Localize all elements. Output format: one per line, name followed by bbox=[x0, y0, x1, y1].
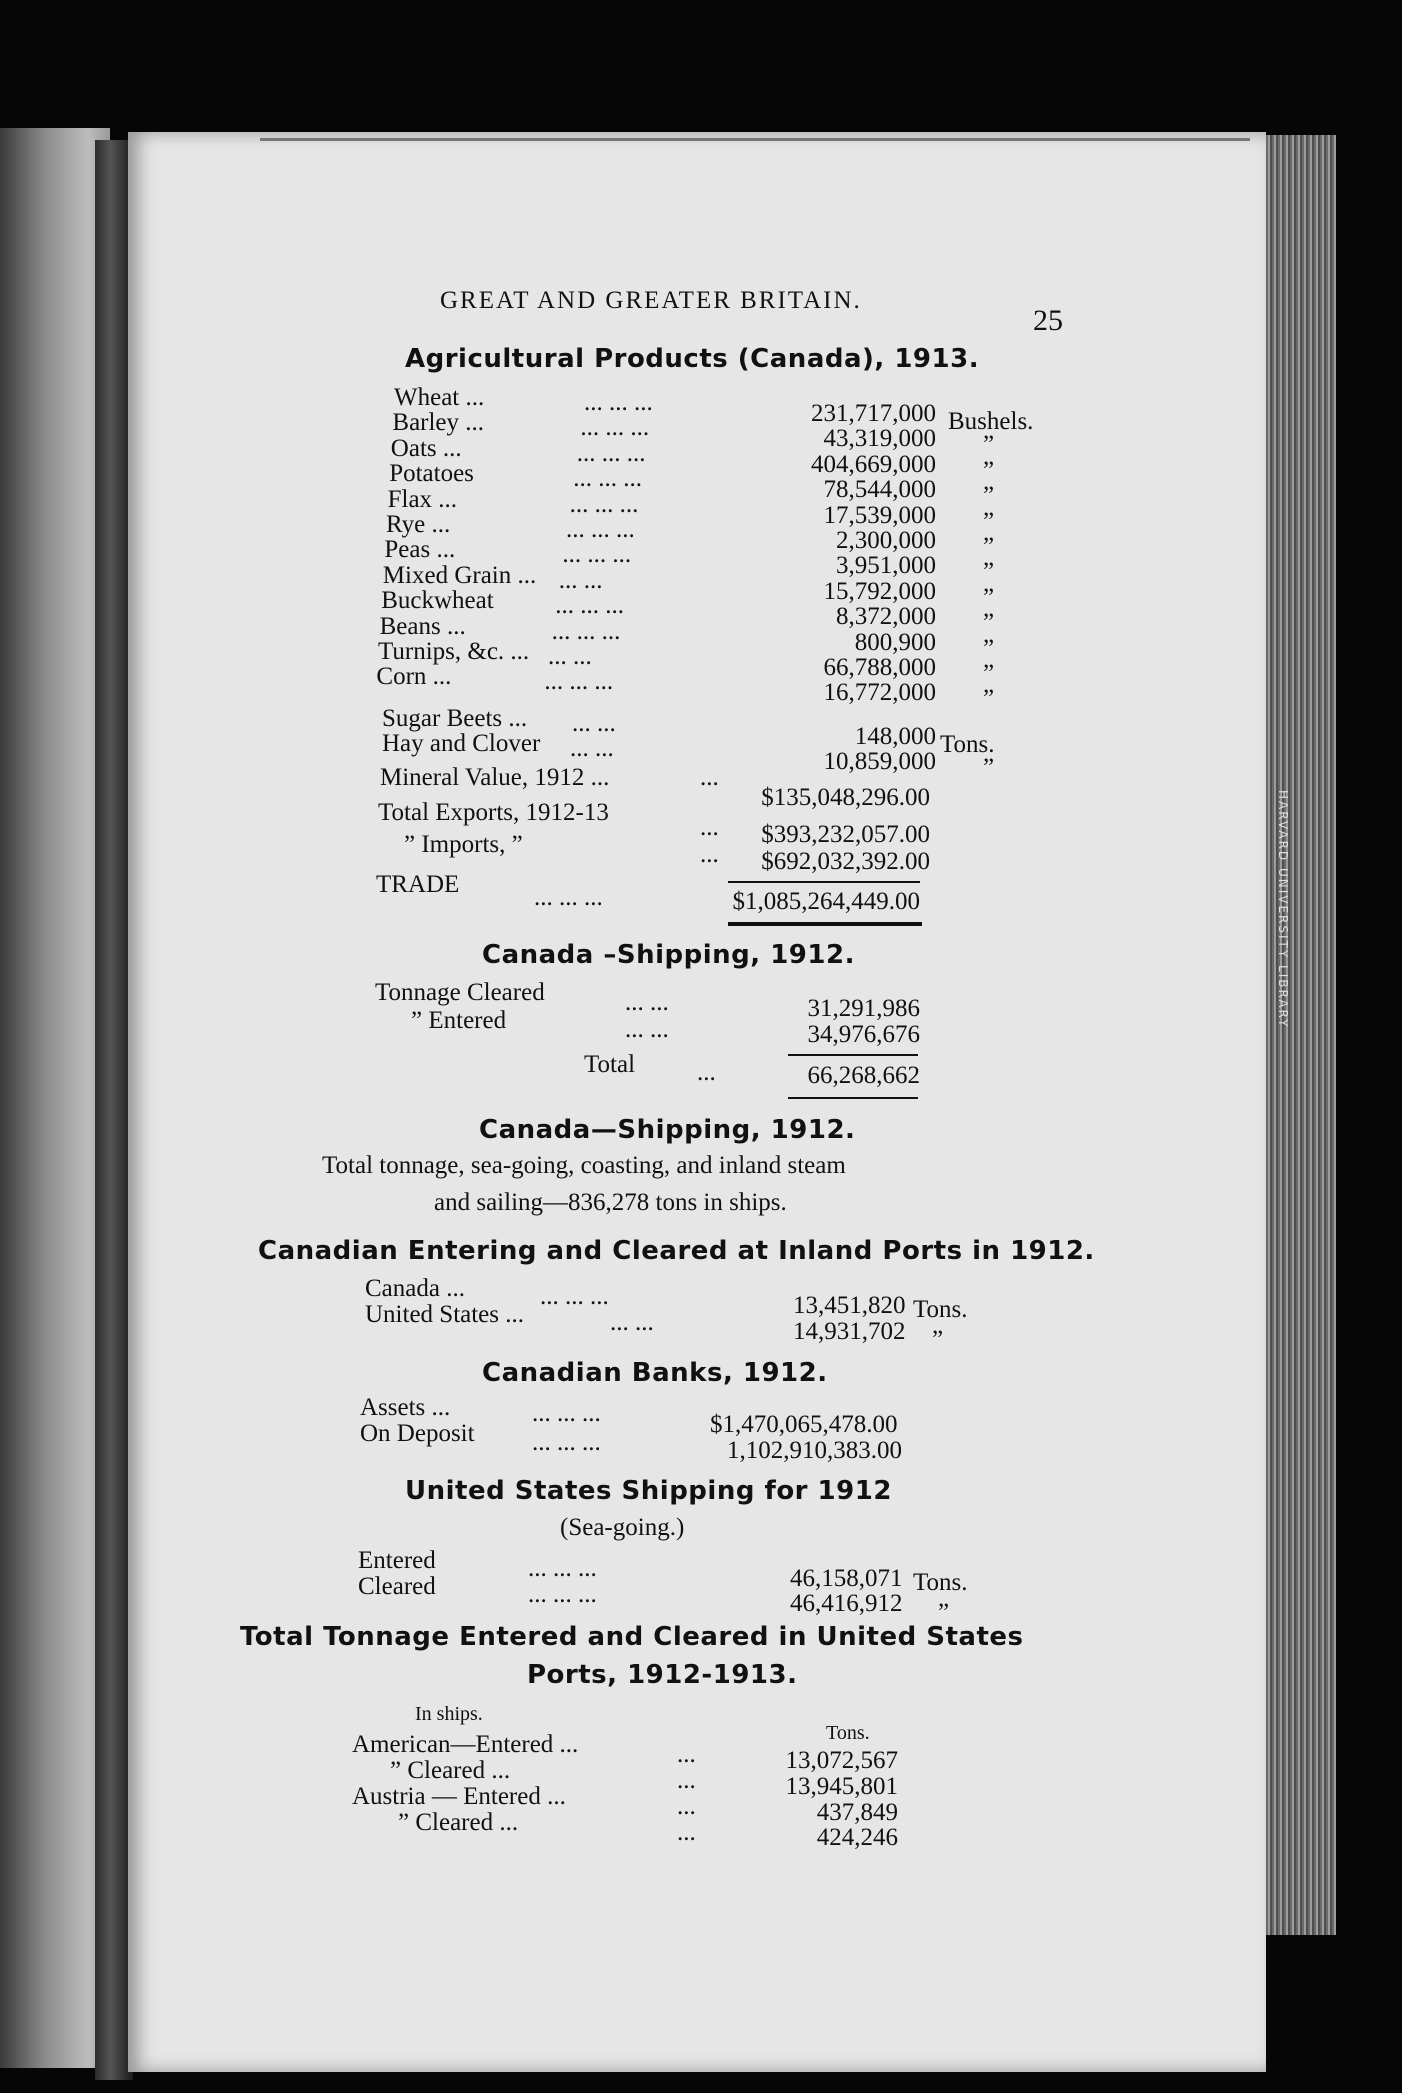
shipping1-row2-value: 34,976,676 bbox=[807, 1021, 920, 1048]
shipping1-row1-dots: ... ... bbox=[625, 989, 669, 1016]
forage-row-1-value: 148,000 bbox=[854, 723, 936, 750]
crop-row-7-value: 3,951,000 bbox=[836, 552, 936, 580]
tonnage-title-line1: Total Tonnage Entered and Cleared in United States bbox=[240, 1622, 1024, 1652]
banks-row2-label: On Deposit bbox=[360, 1420, 475, 1447]
crop-row-12-label: Corn ... bbox=[376, 663, 452, 691]
shipping1-total-value: 66,268,662 bbox=[807, 1062, 920, 1089]
us-row1-dots: ... ... ... bbox=[528, 1555, 597, 1582]
tonnage-row1-label: American—Entered ... bbox=[352, 1731, 579, 1758]
crop-row-9-dots: ... ... ... bbox=[555, 592, 624, 620]
shipping2-line2: and sailing—836,278 tons in ships. bbox=[434, 1189, 787, 1216]
mineral-value: $135,048,296.00 bbox=[761, 784, 930, 811]
tonnage-row2-label: ” Cleared ... bbox=[390, 1757, 511, 1784]
inland-row1-dots: ... ... ... bbox=[540, 1283, 609, 1310]
us-shipping-title: United States Shipping for 1912 bbox=[405, 1476, 892, 1506]
shipping1-row1-label: Tonnage Cleared bbox=[375, 979, 545, 1006]
inland-row1-value: 13,451,820 bbox=[793, 1292, 906, 1319]
crop-row-10-label: Beans ... bbox=[379, 612, 466, 640]
crop-row-8-value: 15,792,000 bbox=[823, 577, 936, 605]
crop-row-9-unit: ” bbox=[983, 609, 995, 637]
tonnage-row3-label: Austria — Entered ... bbox=[352, 1783, 566, 1810]
tonnage-col-left: In ships. bbox=[415, 1703, 483, 1725]
crop-row-1-dots: ... ... ... bbox=[584, 389, 653, 416]
trade-rule-top bbox=[728, 881, 920, 883]
crop-row-9-value: 8,372,000 bbox=[836, 603, 936, 631]
banks-row1-label: Assets ... bbox=[360, 1394, 451, 1421]
shipping1-rule-top bbox=[788, 1054, 918, 1056]
banks-row2-value: 1,102,910,383.00 bbox=[727, 1437, 902, 1464]
crop-row-12-dots: ... ... ... bbox=[544, 668, 614, 696]
shipping1-title: Canada –Shipping, 1912. bbox=[482, 940, 855, 970]
tonnage-row2-value: 13,945,801 bbox=[785, 1773, 898, 1800]
exports-value: $393,232,057.00 bbox=[761, 821, 930, 848]
crop-row-9-label: Buckwheat bbox=[381, 587, 494, 615]
tonnage-title-line2: Ports, 1912-1913. bbox=[527, 1660, 798, 1690]
agricultural-title: Agricultural Products (Canada), 1913. bbox=[405, 344, 980, 374]
shipping2-line1: Total tonnage, sea-going, coasting, and inland steam bbox=[322, 1152, 846, 1179]
forage-row-1-dots: ... ... bbox=[572, 710, 616, 737]
forage-row-1-unit: Tons. bbox=[940, 731, 995, 758]
tonnage-row3-dots: ... bbox=[677, 1793, 696, 1820]
mineral-dots: ... bbox=[700, 764, 719, 791]
crop-row-11-dots: ... ... bbox=[548, 643, 592, 670]
crop-row-12-value: 16,772,000 bbox=[823, 679, 936, 707]
tonnage-row1-dots: ... bbox=[677, 1741, 696, 1768]
tonnage-row4-dots: ... bbox=[677, 1819, 696, 1846]
crop-row-5-dots: ... ... ... bbox=[569, 490, 639, 518]
us-row2-unit: ” bbox=[938, 1599, 950, 1626]
banks-title: Canadian Banks, 1912. bbox=[482, 1358, 828, 1388]
crop-row-1-label: Wheat ... bbox=[394, 384, 485, 411]
exports-dots: ... bbox=[700, 814, 719, 841]
crop-row-6-dots: ... ... ... bbox=[566, 516, 635, 543]
running-title: GREAT AND GREATER BRITAIN. bbox=[440, 287, 862, 314]
crop-row-5-unit: ” bbox=[983, 507, 995, 535]
crop-row-10-unit: ” bbox=[983, 634, 995, 662]
page-top-rule bbox=[260, 138, 1250, 141]
trade-value: $1,085,264,449.00 bbox=[732, 888, 920, 915]
crop-row-6-label: Rye ... bbox=[386, 511, 451, 538]
crop-row-7-label: Peas ... bbox=[384, 536, 456, 564]
crop-row-12-unit: ” bbox=[983, 685, 995, 713]
shipping1-row2-label: ” Entered bbox=[411, 1007, 507, 1034]
inland-row2-label: United States ... bbox=[365, 1301, 525, 1328]
us-shipping-subtitle: (Sea-going.) bbox=[560, 1514, 685, 1541]
crop-row-2-unit: ” bbox=[983, 431, 995, 459]
edge-stamp: HARVARD UNIVERSITY LIBRARY bbox=[1276, 790, 1290, 1029]
book-page bbox=[128, 132, 1266, 2072]
shipping1-row1-value: 31,291,986 bbox=[807, 995, 920, 1022]
trade-rule-bottom bbox=[728, 922, 922, 926]
us-row2-dots: ... ... ... bbox=[528, 1581, 597, 1608]
mineral-label: Mineral Value, 1912 ... bbox=[380, 764, 610, 791]
us-row1-value: 46,158,071 bbox=[790, 1565, 903, 1592]
shipping2-title: Canada—Shipping, 1912. bbox=[479, 1115, 856, 1145]
crop-row-7-dots: ... ... ... bbox=[562, 541, 632, 569]
crop-row-7-unit: ” bbox=[983, 558, 995, 586]
us-row1-label: Entered bbox=[358, 1547, 436, 1574]
tonnage-row4-label: ” Cleared ... bbox=[398, 1809, 519, 1836]
crop-row-5-value: 17,539,000 bbox=[823, 501, 936, 529]
crop-row-3-unit: ” bbox=[983, 456, 995, 484]
inland-row1-unit: Tons. bbox=[913, 1296, 968, 1323]
forage-row-1-label: Sugar Beets ... bbox=[382, 705, 528, 732]
crop-row-11-unit: ” bbox=[983, 660, 995, 687]
us-row2-value: 46,416,912 bbox=[790, 1590, 903, 1617]
tonnage-row4-value: 424,246 bbox=[816, 1824, 898, 1851]
facing-page bbox=[0, 128, 110, 2068]
crop-row-6-unit: ” bbox=[983, 533, 995, 560]
crop-row-1-unit: Bushels. bbox=[948, 408, 1034, 435]
shipping1-row2-dots: ... ... bbox=[625, 1016, 669, 1043]
crop-row-6-value: 2,300,000 bbox=[836, 527, 936, 554]
tonnage-row1-value: 13,072,567 bbox=[785, 1747, 898, 1774]
trade-dots: ... ... ... bbox=[534, 884, 603, 911]
page-number: 25 bbox=[1033, 304, 1063, 337]
banks-row1-dots: ... ... ... bbox=[532, 1400, 601, 1427]
imports-label: ” Imports, ” bbox=[404, 831, 523, 858]
imports-dots: ... bbox=[700, 841, 719, 868]
crop-row-8-label: Mixed Grain ... bbox=[382, 561, 537, 589]
forage-row-2-label: Hay and Clover bbox=[382, 730, 541, 757]
crop-row-2-dots: ... ... ... bbox=[580, 414, 650, 442]
us-row1-unit: Tons. bbox=[913, 1569, 968, 1596]
crop-row-10-dots: ... ... ... bbox=[551, 617, 621, 645]
inland-row2-dots: ... ... bbox=[610, 1309, 654, 1336]
forage-row-2-dots: ... ... bbox=[570, 735, 614, 762]
crop-row-4-unit: ” bbox=[983, 482, 995, 510]
crop-row-8-dots: ... ... bbox=[558, 566, 603, 594]
crop-row-5-label: Flax ... bbox=[387, 485, 458, 513]
shipping1-total-dots: ... bbox=[697, 1059, 716, 1086]
forage-row-2-unit: ” bbox=[983, 754, 995, 781]
crop-row-4-label: Potatoes bbox=[389, 460, 474, 488]
inland-title: Canadian Entering and Cleared at Inland Ports in 1912. bbox=[258, 1236, 1095, 1266]
crop-row-11-label: Turnips, &c. ... bbox=[378, 638, 530, 665]
crop-row-8-unit: ” bbox=[983, 583, 995, 611]
tonnage-row2-dots: ... bbox=[677, 1767, 696, 1794]
inland-row2-unit: ” bbox=[932, 1326, 944, 1353]
crop-row-11-value: 66,788,000 bbox=[823, 654, 936, 681]
exports-label: Total Exports, 1912-13 bbox=[378, 799, 609, 826]
us-row2-label: Cleared bbox=[358, 1573, 436, 1600]
trade-label: TRADE bbox=[376, 871, 460, 898]
crop-row-3-value: 404,669,000 bbox=[811, 450, 936, 478]
banks-row1-value: $1,470,065,478.00 bbox=[710, 1411, 898, 1438]
crop-row-4-dots: ... ... ... bbox=[573, 465, 642, 493]
tonnage-row3-value: 437,849 bbox=[816, 1799, 898, 1826]
imports-value: $692,032,392.00 bbox=[761, 848, 930, 875]
crop-row-3-label: Oats ... bbox=[390, 434, 462, 462]
crop-row-1-value: 231,717,000 bbox=[811, 400, 936, 427]
crop-row-2-label: Barley ... bbox=[392, 409, 485, 437]
shipping1-rule-bottom bbox=[788, 1097, 918, 1099]
crop-row-2-value: 43,319,000 bbox=[823, 425, 936, 453]
forage-row-2-value: 10,859,000 bbox=[823, 748, 936, 775]
crop-row-10-value: 800,900 bbox=[854, 628, 936, 656]
shipping1-total-label: Total bbox=[584, 1051, 636, 1078]
inland-row1-label: Canada ... bbox=[365, 1275, 465, 1302]
crop-row-4-value: 78,544,000 bbox=[823, 476, 936, 504]
tonnage-col-right: Tons. bbox=[826, 1722, 870, 1744]
banks-row2-dots: ... ... ... bbox=[532, 1429, 601, 1456]
crop-row-3-dots: ... ... ... bbox=[576, 439, 646, 467]
inland-row2-value: 14,931,702 bbox=[793, 1318, 906, 1345]
